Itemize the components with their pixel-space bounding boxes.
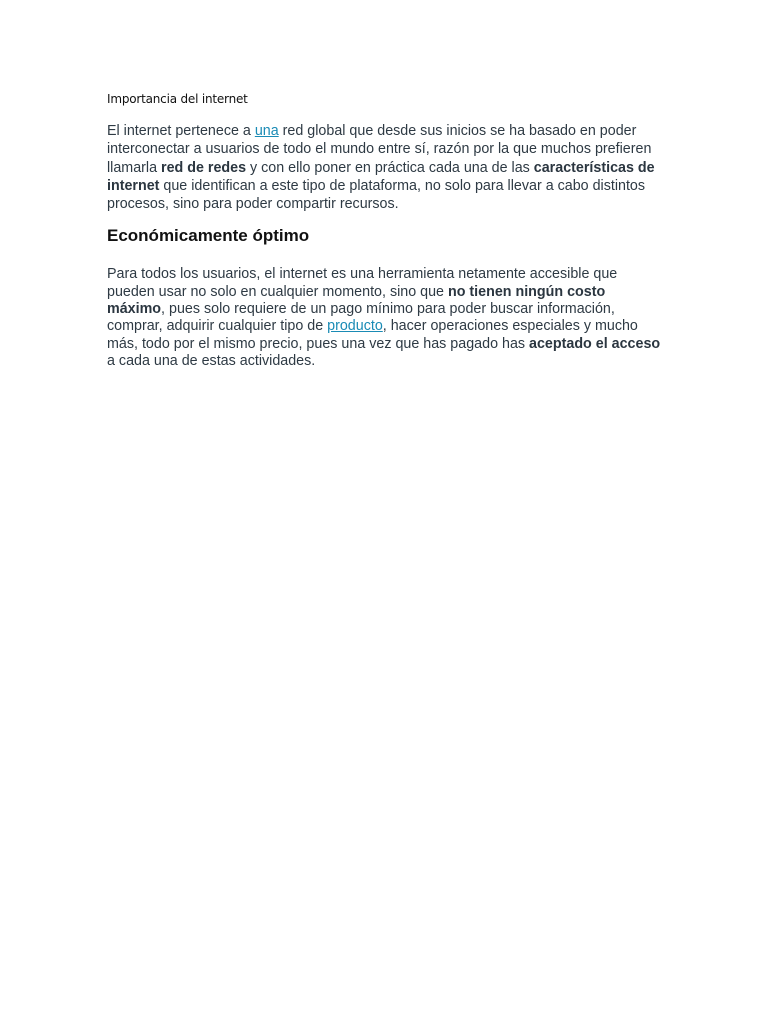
document-page (107, 90, 667, 370)
section-paragraph (107, 266, 667, 370)
intro-text-1: El internet pertenece a (107, 123, 255, 139)
section-text-2: , pues solo requiere de un pago mínimo para poder buscar información, comprar, adquirir cualquier tipo de (107, 301, 615, 335)
section-text-1: Para todos los usuarios, el internet es una herramienta netamente accesible que pueden usar no solo en cualquier momento, sino que (107, 266, 618, 300)
document-title: Importancia del internet (107, 92, 248, 106)
bold-caracteristicas: características de internet (107, 159, 655, 194)
intro-text-3: y con ello poner en práctica cada una de las (246, 159, 534, 176)
section-text-4: a cada una de estas actividades. (107, 352, 316, 369)
bold-red-de-redes: red de redes (161, 159, 247, 176)
bold-aceptado: aceptado el acceso (529, 335, 661, 352)
bold-costo: no tienen ningún costo máximo (107, 283, 606, 318)
link-producto[interactable]: producto (327, 318, 383, 335)
link-una[interactable]: una (254, 123, 279, 139)
intro-text-2: red global que desde sus inicios se ha basado en poder interconectar a usuarios de todo el mundo entre sí, razón por la que muchos prefieren llamarla (107, 123, 652, 176)
intro-paragraph (107, 122, 667, 213)
section-heading: Económicamente óptimo (107, 226, 310, 246)
intro-text-4: que identifican a este tipo de plataforma, no solo para llevar a cabo distintos procesos, sino para poder compartir recursos. (107, 177, 646, 213)
section-text-3: , hacer operaciones especiales y mucho más, todo por el mismo precio, pues una vez que has pagado has (107, 318, 638, 352)
